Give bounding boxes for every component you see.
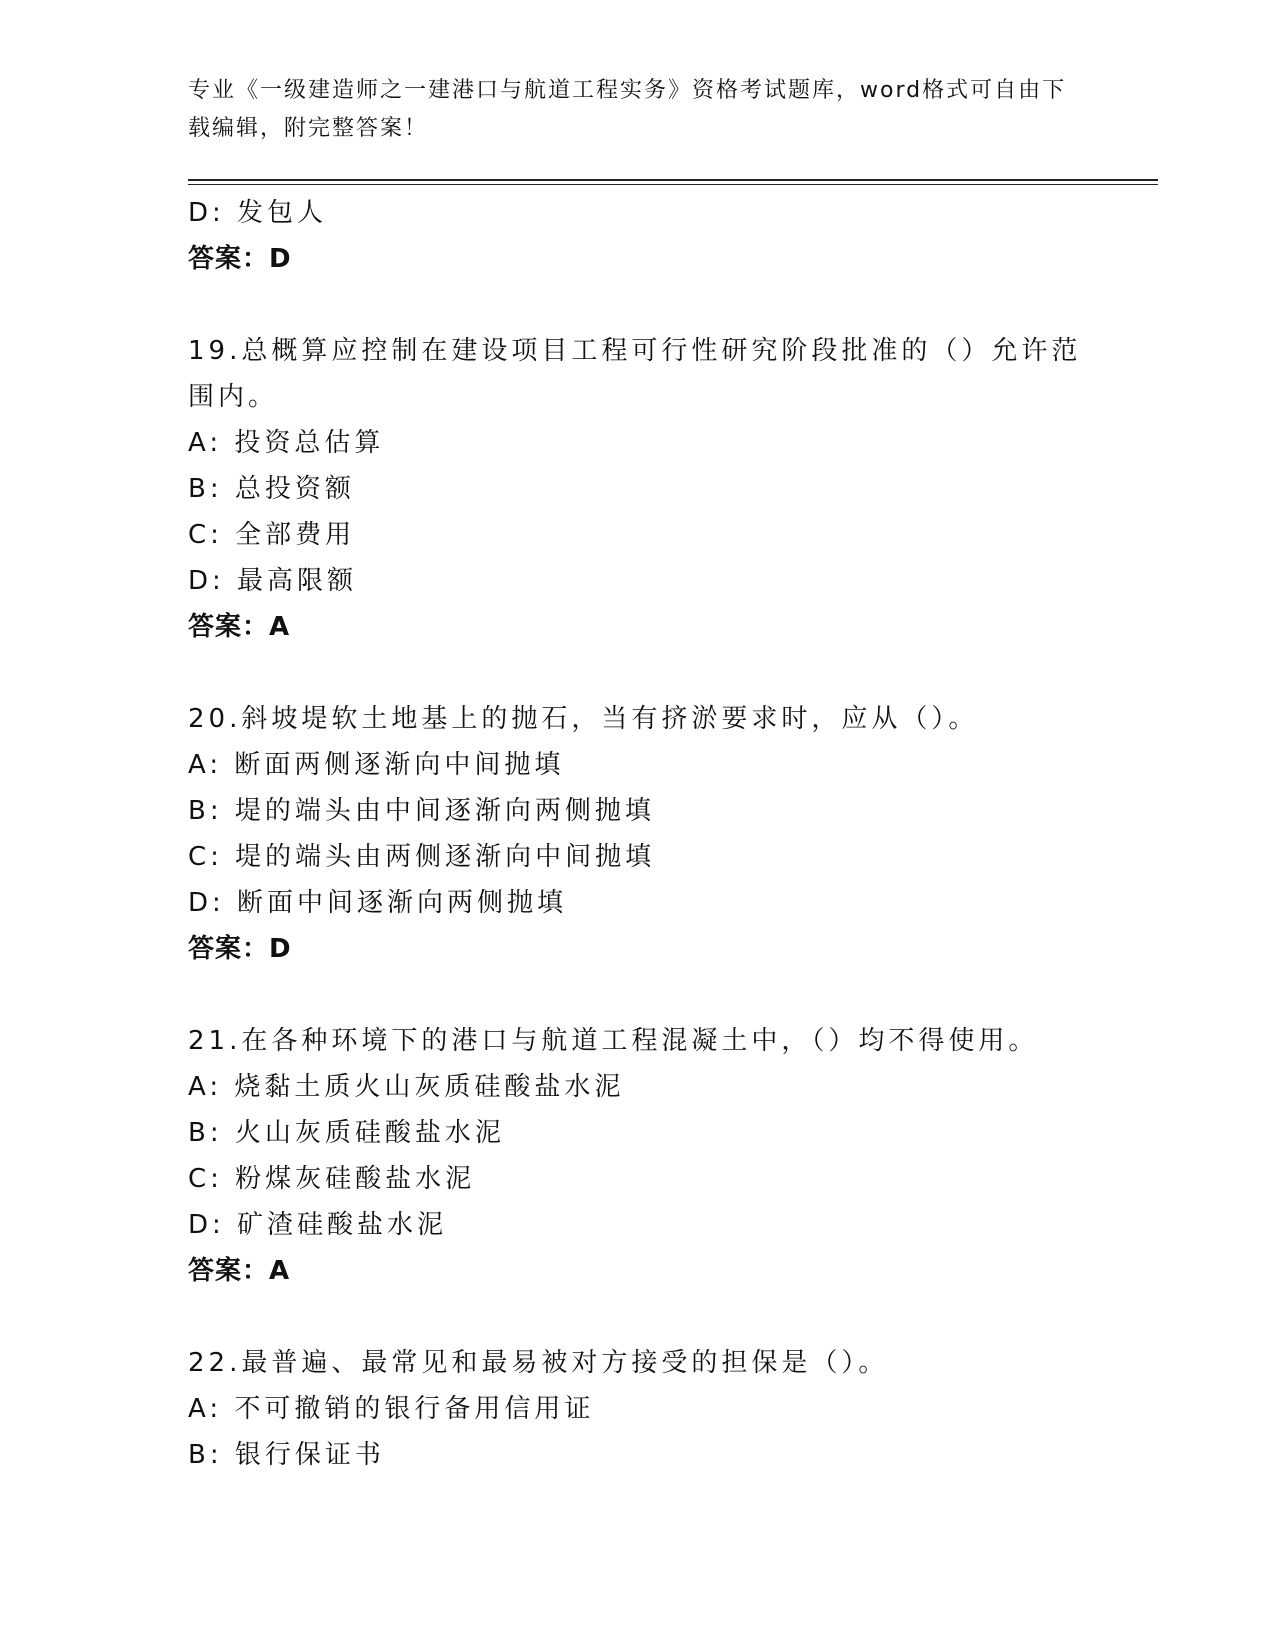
option-b: B: 银行保证书 — [188, 1440, 385, 1470]
question-text: 21.在各种环境下的港口与航道工程混凝土中，（）均不得使用。 — [188, 1026, 1039, 1056]
option-a: A: 不可撤销的银行备用信用证 — [188, 1394, 595, 1424]
option-d: D: 最高限额 — [188, 566, 358, 596]
question-22 — [188, 1340, 1108, 1478]
option-d: D: 矿渣硅酸盐水泥 — [188, 1210, 448, 1240]
answer-line: 答案：A — [188, 612, 291, 642]
question-20 — [188, 696, 1108, 972]
question-list — [188, 190, 1108, 1478]
answer-line: 答案：D — [188, 934, 292, 964]
answer-line: 答案：D — [188, 244, 292, 274]
option-d: D: 发包人 — [188, 198, 328, 228]
question-21 — [188, 1018, 1108, 1294]
question-19 — [188, 328, 1108, 650]
option-d: D: 断面中间逐渐向两侧抛填 — [188, 888, 568, 918]
carryover-block — [188, 190, 1108, 282]
option-a: A: 断面两侧逐渐向中间抛填 — [188, 750, 565, 780]
question-text: 20.斜坡堤软土地基上的抛石，当有挤淤要求时，应从（）。 — [188, 704, 979, 734]
question-text: 22.最普遍、最常见和最易被对方接受的担保是（）。 — [188, 1348, 889, 1378]
option-c: C: 堤的端头由两侧逐渐向中间抛填 — [188, 842, 656, 872]
document-header: 专业《一级建造师之一建港口与航道工程实务》资格考试题库，word格式可自由下载编辑，附完整答案！ — [188, 78, 1067, 141]
question-text: 19.总概算应控制在建设项目工程可行性研究阶段批准的（）允许范围内。 — [188, 336, 1082, 412]
option-a: A: 投资总估算 — [188, 428, 385, 458]
header-rule-thick — [188, 179, 1158, 181]
option-a: A: 烧黏土质火山灰质硅酸盐水泥 — [188, 1072, 625, 1102]
option-b: B: 堤的端头由中间逐渐向两侧抛填 — [188, 796, 655, 826]
header-rule-thin — [188, 184, 1158, 185]
answer-line: 答案：A — [188, 1256, 291, 1286]
option-c: C: 全部费用 — [188, 520, 356, 550]
option-b: B: 火山灰质硅酸盐水泥 — [188, 1118, 505, 1148]
option-b: B: 总投资额 — [188, 474, 355, 504]
option-c: C: 粉煤灰硅酸盐水泥 — [188, 1164, 476, 1194]
